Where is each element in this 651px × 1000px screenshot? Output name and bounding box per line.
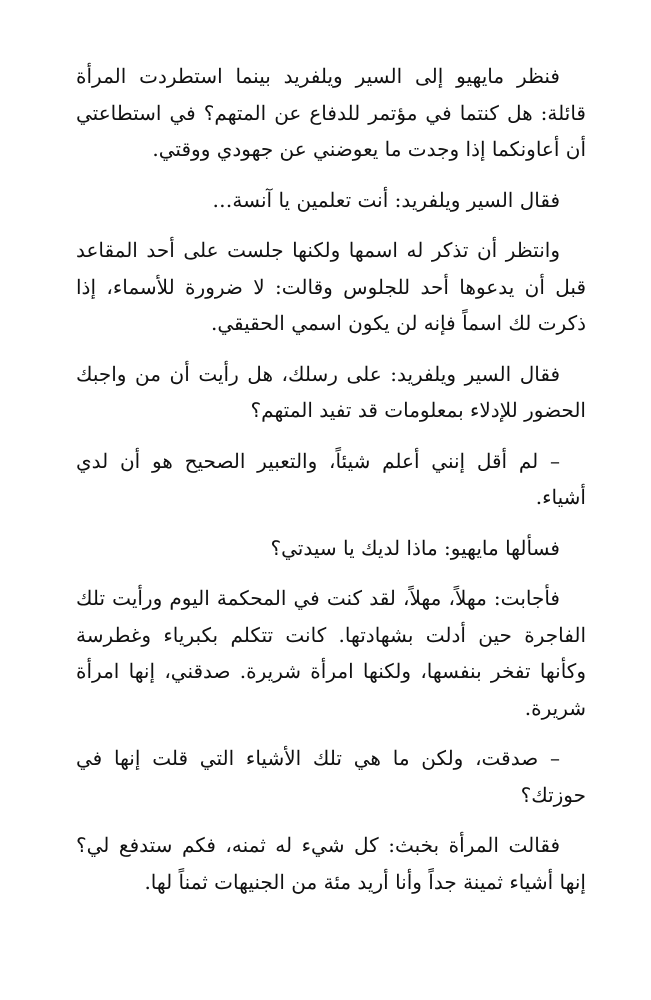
paragraph-4: فقال السير ويلفريد: على رسلك، هل رأيت أن من واجبك الحضور للإدلاء بمعلومات قد تفيد المتهم؟ [76,361,586,422]
paragraph-6: فسألها مايهيو: ماذا لديك يا سيدتي؟ [270,535,560,560]
paragraph-2: فقال السير ويلفريد: أنت تعلمين يا آنسة… [212,187,560,212]
paragraph-8: – صدقت، ولكن ما هي تلك الأشياء التي قلت إنها في حوزتك؟ [76,746,586,807]
paragraph-7: فأجابت: مهلاً، مهلاً، لقد كنت في المحكمة اليوم ورأيت تلك الفاجرة حين أدلت بشهادتها. كانت تتكلم بكبرياء وغطرسة وكأنها تفخر بنفسها، ولكنها امرأة شريرة. صدقني، إنها امرأة شريرة. [76,586,586,720]
paragraph-3: وانتظر أن تذكر له اسمها ولكنها جلست على أحد المقاعد قبل أن يدعوها أحد للجلوس وقالت: لا ضرورة للأسماء، إذا ذكرت لك اسماً فإنه لن يكون اسمي الحقيقي. [76,238,586,335]
book-page [76,58,586,914]
paragraph-9: فقالت المرأة بخبث: كل شيء له ثمنه، فكم ستدفع لي؟ إنها أشياء ثمينة جداً وأنا أريد مئة من الجنيهات ثمناً لها. [76,833,586,894]
paragraph-1: فنظر مايهيو إلى السير ويلفريد بينما استطردت المرأة قائلة: هل كنتما في مؤتمر للدفاع عن المتهم؟ في استطاعتي أن أعاونكما إذا وجدت ما يعوضني عن جهودي ووقتي. [76,64,586,161]
paragraph-5: – لم أقل إنني أعلم شيئاً، والتعبير الصحيح هو أن لدي أشياء. [76,448,586,509]
